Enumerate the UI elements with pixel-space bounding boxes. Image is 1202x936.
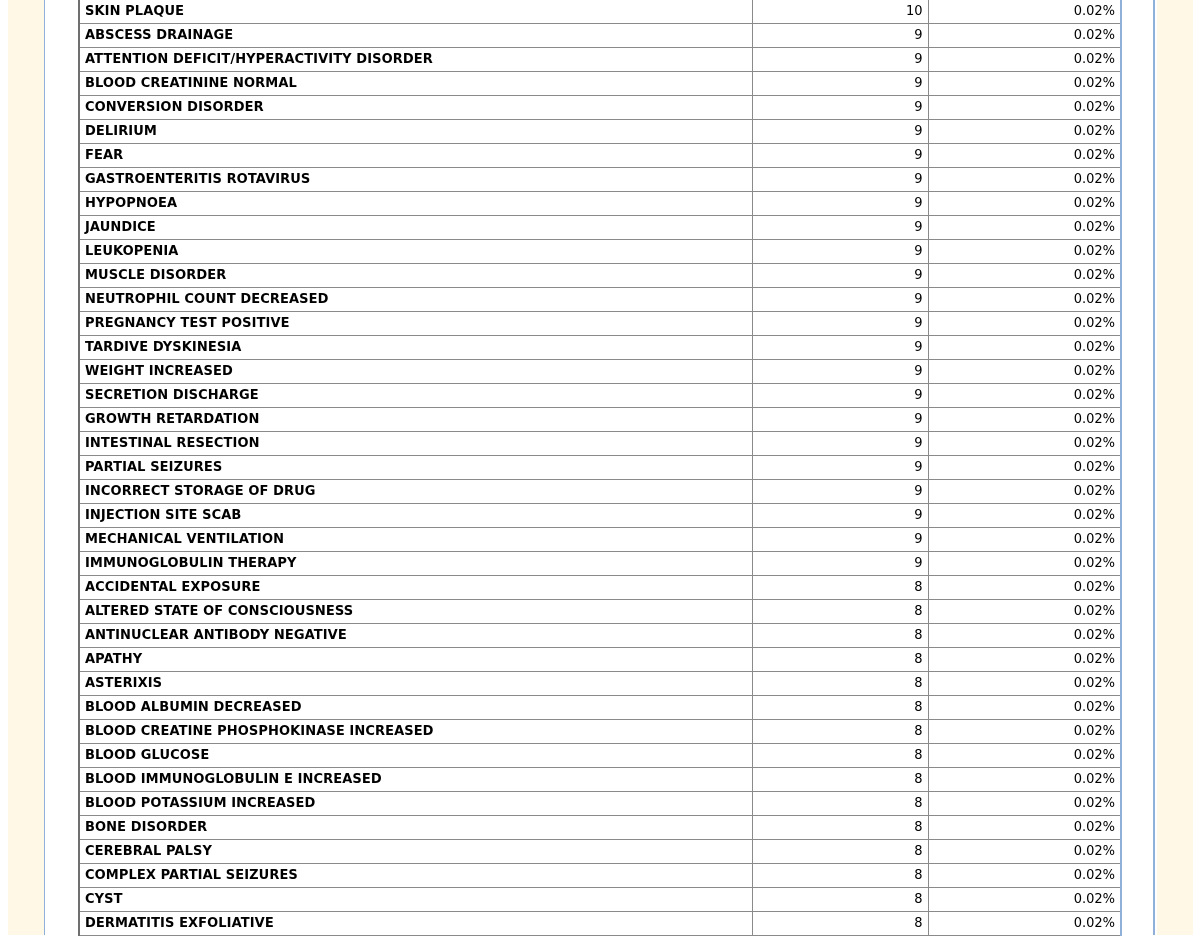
reaction-count-cell: 9 [752, 240, 928, 264]
table-row [79, 840, 1121, 864]
reaction-percent-cell: 0.02% [928, 72, 1121, 96]
reaction-count-cell: 8 [752, 720, 928, 744]
reaction-name-cell: HYPOPNOEA [79, 192, 752, 216]
table-row [79, 48, 1121, 72]
reaction-percent-cell: 0.02% [928, 576, 1121, 600]
reaction-name-cell: DERMATITIS EXFOLIATIVE [79, 912, 752, 936]
reaction-count-cell: 8 [752, 696, 928, 720]
reaction-count-cell: 8 [752, 816, 928, 840]
reaction-percent-cell: 0.02% [928, 768, 1121, 792]
reaction-count-cell: 8 [752, 624, 928, 648]
reaction-name-cell: INJECTION SITE SCAB [79, 504, 752, 528]
table-row [79, 72, 1121, 96]
table-row [79, 264, 1121, 288]
reactions-table [78, 0, 1122, 936]
table-row [79, 792, 1121, 816]
table-row [79, 24, 1121, 48]
reaction-name-cell: SECRETION DISCHARGE [79, 384, 752, 408]
reaction-count-cell: 9 [752, 288, 928, 312]
reaction-name-cell: IMMUNOGLOBULIN THERAPY [79, 552, 752, 576]
reaction-count-cell: 8 [752, 792, 928, 816]
reaction-percent-cell: 0.02% [928, 480, 1121, 504]
reaction-count-cell: 9 [752, 264, 928, 288]
reaction-name-cell: ASTERIXIS [79, 672, 752, 696]
table-row [79, 576, 1121, 600]
reaction-percent-cell: 0.02% [928, 24, 1121, 48]
reaction-percent-cell: 0.02% [928, 552, 1121, 576]
reaction-count-cell: 9 [752, 312, 928, 336]
reaction-name-cell: INCORRECT STORAGE OF DRUG [79, 480, 752, 504]
reaction-name-cell: TARDIVE DYSKINESIA [79, 336, 752, 360]
reaction-percent-cell: 0.02% [928, 648, 1121, 672]
reaction-name-cell: MECHANICAL VENTILATION [79, 528, 752, 552]
reaction-count-cell: 9 [752, 480, 928, 504]
reaction-percent-cell: 0.02% [928, 384, 1121, 408]
reaction-name-cell: BLOOD IMMUNOGLOBULIN E INCREASED [79, 768, 752, 792]
reactions-table-body [79, 0, 1121, 936]
reaction-name-cell: INTESTINAL RESECTION [79, 432, 752, 456]
reaction-count-cell: 9 [752, 72, 928, 96]
reaction-percent-cell: 0.02% [928, 792, 1121, 816]
reaction-name-cell: SKIN PLAQUE [79, 0, 752, 24]
reaction-count-cell: 8 [752, 600, 928, 624]
reaction-percent-cell: 0.02% [928, 240, 1121, 264]
table-row [79, 624, 1121, 648]
reaction-percent-cell: 0.02% [928, 888, 1121, 912]
reaction-count-cell: 8 [752, 672, 928, 696]
table-row [79, 216, 1121, 240]
reaction-percent-cell: 0.02% [928, 360, 1121, 384]
reaction-name-cell: CYST [79, 888, 752, 912]
reaction-name-cell: PREGNANCY TEST POSITIVE [79, 312, 752, 336]
right-margin [1157, 0, 1193, 935]
reaction-count-cell: 9 [752, 504, 928, 528]
reaction-percent-cell: 0.02% [928, 624, 1121, 648]
reaction-name-cell: ACCIDENTAL EXPOSURE [79, 576, 752, 600]
reactions-table-container [78, 0, 1120, 936]
reaction-name-cell: LEUKOPENIA [79, 240, 752, 264]
table-row [79, 672, 1121, 696]
table-row [79, 360, 1121, 384]
reaction-count-cell: 9 [752, 360, 928, 384]
table-row [79, 600, 1121, 624]
reaction-percent-cell: 0.02% [928, 48, 1121, 72]
reaction-name-cell: WEIGHT INCREASED [79, 360, 752, 384]
reaction-count-cell: 9 [752, 96, 928, 120]
table-row [79, 312, 1121, 336]
reaction-percent-cell: 0.02% [928, 288, 1121, 312]
reaction-count-cell: 8 [752, 576, 928, 600]
reaction-count-cell: 8 [752, 768, 928, 792]
reaction-percent-cell: 0.02% [928, 264, 1121, 288]
reaction-count-cell: 8 [752, 840, 928, 864]
reaction-count-cell: 10 [752, 0, 928, 24]
reaction-percent-cell: 0.02% [928, 504, 1121, 528]
table-row [79, 504, 1121, 528]
reaction-count-cell: 9 [752, 192, 928, 216]
reaction-name-cell: ANTINUCLEAR ANTIBODY NEGATIVE [79, 624, 752, 648]
table-row [79, 888, 1121, 912]
reaction-count-cell: 9 [752, 456, 928, 480]
reaction-name-cell: PARTIAL SEIZURES [79, 456, 752, 480]
reaction-name-cell: BLOOD CREATINE PHOSPHOKINASE INCREASED [79, 720, 752, 744]
reaction-percent-cell: 0.02% [928, 336, 1121, 360]
reaction-percent-cell: 0.02% [928, 696, 1121, 720]
reaction-count-cell: 8 [752, 744, 928, 768]
reaction-count-cell: 9 [752, 216, 928, 240]
table-row [79, 864, 1121, 888]
reaction-percent-cell: 0.02% [928, 192, 1121, 216]
table-row [79, 408, 1121, 432]
table-row [79, 144, 1121, 168]
table-row [79, 384, 1121, 408]
reaction-percent-cell: 0.02% [928, 312, 1121, 336]
reaction-name-cell: BLOOD CREATININE NORMAL [79, 72, 752, 96]
reaction-name-cell: MUSCLE DISORDER [79, 264, 752, 288]
reaction-count-cell: 9 [752, 528, 928, 552]
table-row [79, 912, 1121, 936]
table-row [79, 768, 1121, 792]
reaction-count-cell: 9 [752, 48, 928, 72]
table-row [79, 456, 1121, 480]
reaction-count-cell: 8 [752, 864, 928, 888]
reaction-percent-cell: 0.02% [928, 96, 1121, 120]
table-row [79, 0, 1121, 24]
reaction-name-cell: DELIRIUM [79, 120, 752, 144]
reaction-count-cell: 8 [752, 888, 928, 912]
reaction-percent-cell: 0.02% [928, 408, 1121, 432]
reaction-percent-cell: 0.02% [928, 432, 1121, 456]
reaction-count-cell: 9 [752, 384, 928, 408]
table-row [79, 720, 1121, 744]
reaction-name-cell: BLOOD ALBUMIN DECREASED [79, 696, 752, 720]
reaction-name-cell: FEAR [79, 144, 752, 168]
reaction-count-cell: 9 [752, 24, 928, 48]
table-row [79, 96, 1121, 120]
reaction-count-cell: 9 [752, 168, 928, 192]
table-row [79, 168, 1121, 192]
reaction-percent-cell: 0.02% [928, 144, 1121, 168]
reaction-percent-cell: 0.02% [928, 912, 1121, 936]
table-row [79, 816, 1121, 840]
table-row [79, 192, 1121, 216]
reaction-percent-cell: 0.02% [928, 720, 1121, 744]
reaction-name-cell: BLOOD GLUCOSE [79, 744, 752, 768]
table-row [79, 696, 1121, 720]
table-row [79, 336, 1121, 360]
table-row [79, 288, 1121, 312]
reaction-percent-cell: 0.02% [928, 168, 1121, 192]
reaction-percent-cell: 0.02% [928, 744, 1121, 768]
reaction-percent-cell: 0.02% [928, 816, 1121, 840]
reaction-name-cell: CEREBRAL PALSY [79, 840, 752, 864]
reaction-name-cell: GASTROENTERITIS ROTAVIRUS [79, 168, 752, 192]
table-row [79, 240, 1121, 264]
table-row [79, 648, 1121, 672]
table-row [79, 528, 1121, 552]
reaction-count-cell: 9 [752, 432, 928, 456]
reaction-count-cell: 8 [752, 912, 928, 936]
reaction-name-cell: ATTENTION DEFICIT/HYPERACTIVITY DISORDER [79, 48, 752, 72]
table-row [79, 120, 1121, 144]
reaction-count-cell: 9 [752, 144, 928, 168]
reaction-name-cell: ALTERED STATE OF CONSCIOUSNESS [79, 600, 752, 624]
reaction-percent-cell: 0.02% [928, 216, 1121, 240]
reaction-percent-cell: 0.02% [928, 456, 1121, 480]
reaction-count-cell: 9 [752, 120, 928, 144]
reaction-count-cell: 9 [752, 552, 928, 576]
table-row [79, 432, 1121, 456]
reaction-count-cell: 9 [752, 336, 928, 360]
reaction-percent-cell: 0.02% [928, 672, 1121, 696]
table-row [79, 744, 1121, 768]
reaction-name-cell: NEUTROPHIL COUNT DECREASED [79, 288, 752, 312]
reaction-percent-cell: 0.02% [928, 120, 1121, 144]
reaction-name-cell: BLOOD POTASSIUM INCREASED [79, 792, 752, 816]
reaction-percent-cell: 0.02% [928, 0, 1121, 24]
reaction-name-cell: BONE DISORDER [79, 816, 752, 840]
reaction-name-cell: JAUNDICE [79, 216, 752, 240]
reaction-name-cell: CONVERSION DISORDER [79, 96, 752, 120]
table-row [79, 480, 1121, 504]
reaction-name-cell: APATHY [79, 648, 752, 672]
reaction-count-cell: 9 [752, 408, 928, 432]
table-row [79, 552, 1121, 576]
reaction-percent-cell: 0.02% [928, 600, 1121, 624]
reaction-name-cell: COMPLEX PARTIAL SEIZURES [79, 864, 752, 888]
reaction-percent-cell: 0.02% [928, 840, 1121, 864]
reaction-percent-cell: 0.02% [928, 864, 1121, 888]
reaction-name-cell: GROWTH RETARDATION [79, 408, 752, 432]
reaction-percent-cell: 0.02% [928, 528, 1121, 552]
left-margin [8, 0, 44, 935]
reaction-name-cell: ABSCESS DRAINAGE [79, 24, 752, 48]
reaction-count-cell: 8 [752, 648, 928, 672]
